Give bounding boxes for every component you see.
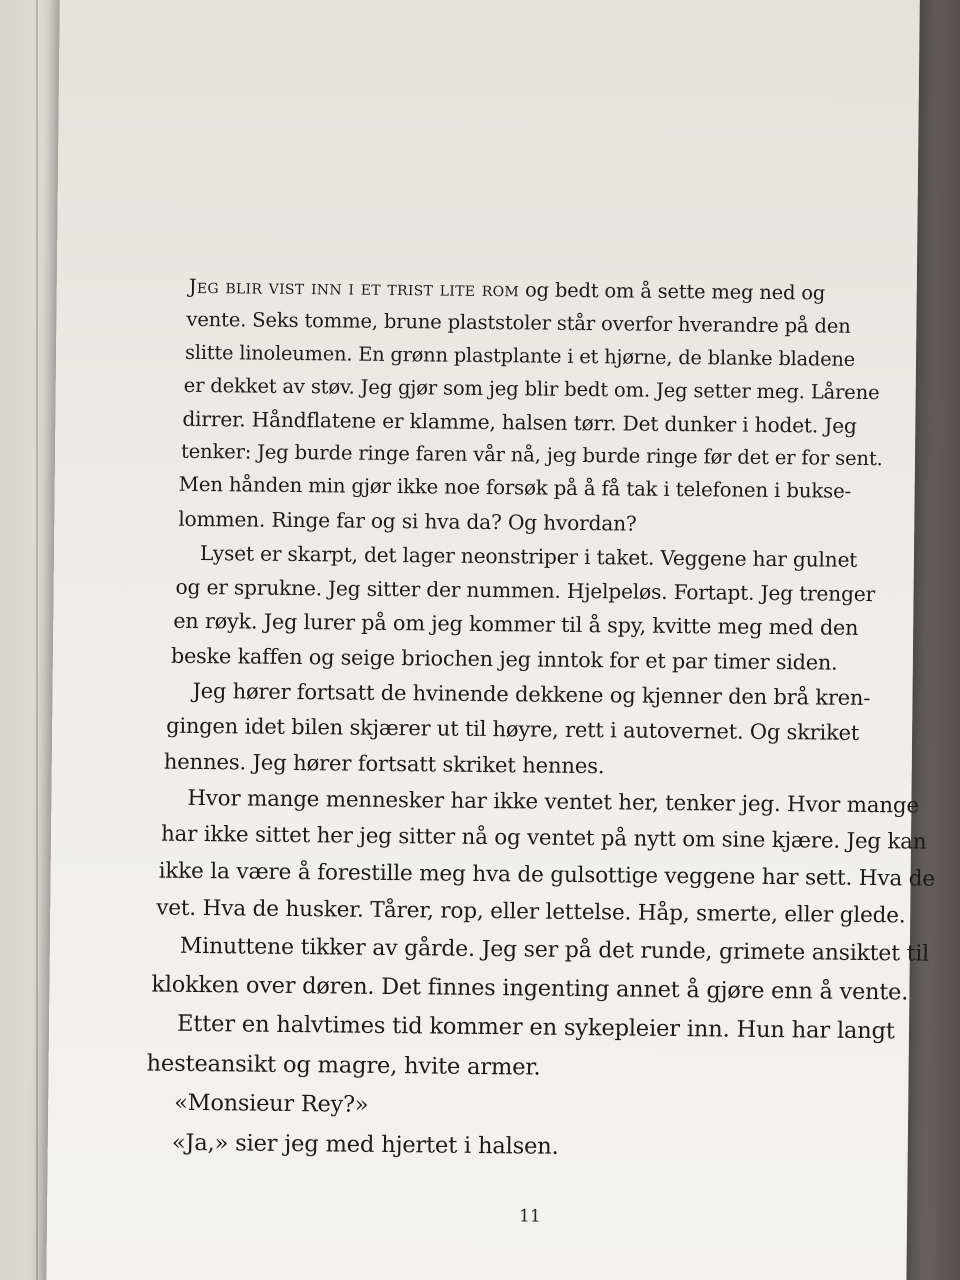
text-line-13: Jeg hører fortsatt de hvinende dekkene og kjenner den brå kren-: [192, 678, 871, 711]
text-line-6: tenker: Jeg burde ringe faren vår nå, jeg burde ringe før det er for sent.: [180, 439, 883, 471]
text-line-22: Etter en halvtimes tid kommer en sykepleier inn. Hun har langt: [176, 1010, 895, 1045]
text-line-18: ikke la være å forestille meg hva de gulsottige veggene har sett. Hva de: [158, 858, 936, 892]
text-line-25: «Ja,» sier jeg med hjertet i halsen.: [171, 1129, 559, 1160]
text-line-15: hennes. Jeg hører fortsatt skriket hennes.: [163, 748, 605, 779]
text-line-8: lommen. Ringe far og si hva da? Og hvordan?: [178, 506, 637, 536]
underlying-page-edge: [36, 0, 38, 1280]
text-line-3: slitte linoleumen. En grønn plastplante i et hjørne, de blanke bladene: [184, 340, 856, 371]
text-line-10: og er sprukne. Jeg sitter der nummen. Hjelpeløs. Fortapt. Jeg trenger: [175, 574, 876, 607]
text-line-14: gingen idet bilen skjærer ut til høyre, rett i autovernet. Og skriket: [166, 713, 860, 745]
text-line-19: vet. Hva de husker. Tårer, rop, eller lettelse. Håp, smerte, eller glede.: [156, 895, 906, 929]
text-line-5: dirrer. Håndflatene er klamme, halsen tørr. Det dunker i hodet. Jeg: [182, 406, 857, 438]
text-line-24: «Monsieur Rey?»: [174, 1089, 369, 1118]
text-line-11: en røyk. Jeg lurer på om jeg kommer til å spy, kvitte meg med den: [173, 608, 859, 640]
text-line-9: Lyset er skarpt, det lager neonstriper i taket. Veggene har gulnet: [199, 540, 858, 572]
text-line-1: Jeg blir vist inn i et trist lite rom og bedt om å sette meg ned og: [188, 274, 826, 305]
text-line-4: er dekket av støv. Jeg gjør som jeg blir bedt om. Jeg setter meg. Lårene: [183, 373, 880, 405]
text-line-20: Minuttene tikker av gårde. Jeg ser på det runde, grimete ansiktet til: [179, 933, 930, 967]
text-line-17: har ikke sittet her jeg sitter nå og ventet på nytt om sine kjære. Jeg kan: [160, 821, 927, 855]
chapter-opening-smallcaps: Jeg blir vist inn i et trist lite rom: [188, 274, 520, 302]
book-page: [46, 0, 936, 1280]
text-line-21: klokken over døren. Det finnes ingenting annet å gjøre enn å vente.: [151, 971, 909, 1006]
page-number: 11: [518, 1206, 541, 1227]
text-line-12: beske kaffen og seige briochen jeg inntok for et par timer siden.: [170, 643, 838, 675]
text-line-2: vente. Seks tomme, brune plaststoler står overfor hverandre på den: [186, 307, 851, 338]
body-text: [146, 274, 936, 1160]
text-line-7: Men hånden min gjør ikke noe forsøk på å få tak i telefonen i bukse-: [178, 472, 852, 503]
text-line-23: hesteansikt og magre, hvite armer.: [146, 1050, 541, 1081]
text-line-16: Hvor mange mennesker har ikke ventet her, tenker jeg. Hvor mange: [187, 785, 920, 819]
